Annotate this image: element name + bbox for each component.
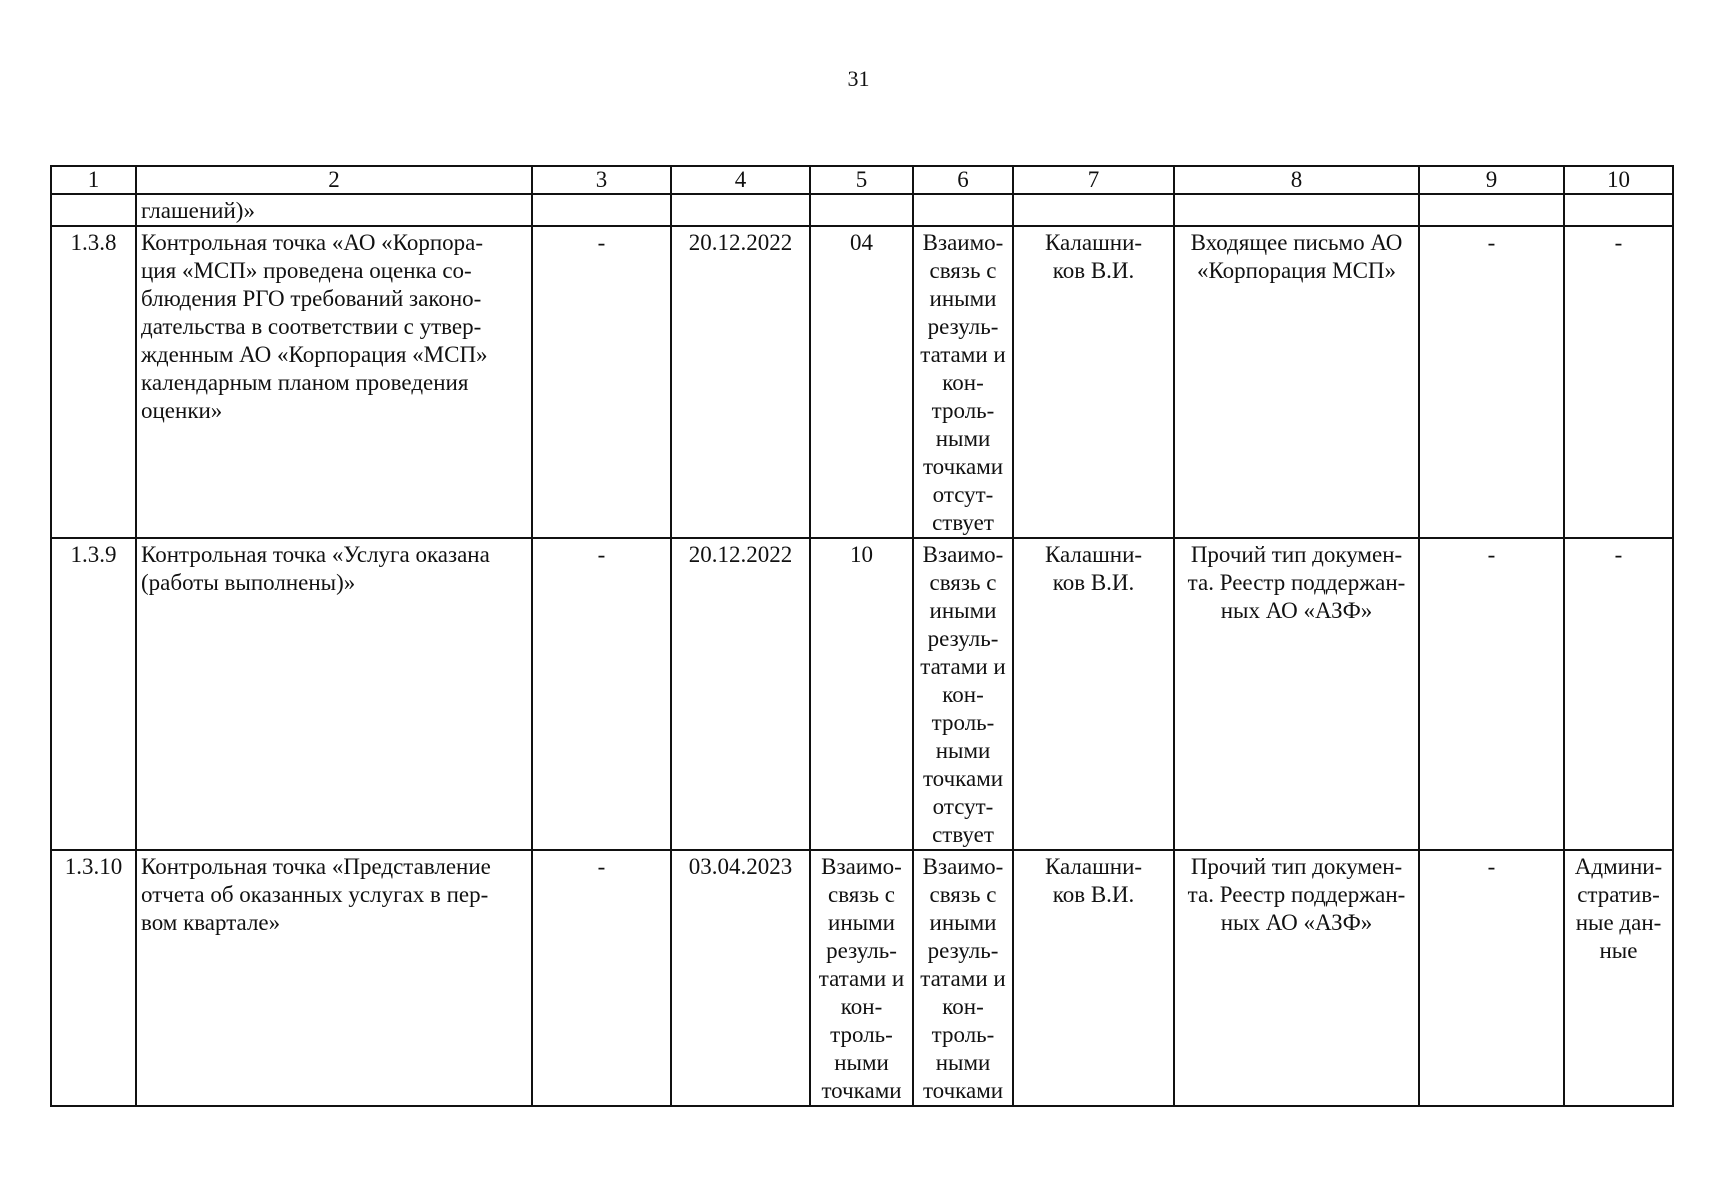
cell-document: Прочий тип докумен- та. Реестр поддержан- ных АО «АЗФ» (1174, 850, 1419, 1106)
cell-empty (51, 194, 136, 226)
cell-relation: Взаимо- связь с иными резуль- татами и кон- троль- ными точками отсут- ствует (913, 226, 1013, 538)
cell-responsible: Калашни- ков В.И. (1013, 538, 1174, 850)
header-cell: 5 (810, 166, 913, 194)
cell-description: Контрольная точка «АО «Корпора- ция «МСП» проведена оценка со- блюдения РГО требований законо- дательства в соответствии с утвер- жденным АО «Корпорация «МСП» календарным планом проведения оценки» (136, 226, 532, 538)
cell-col10: - (1564, 538, 1673, 850)
cell-col10: Админи- стратив- ные дан- ные (1564, 850, 1673, 1106)
table-header-row (51, 166, 1673, 194)
table-row (51, 850, 1673, 1106)
cell-col10: - (1564, 226, 1673, 538)
header-cell: 10 (1564, 166, 1673, 194)
cell-col9: - (1419, 538, 1564, 850)
header-cell: 1 (51, 166, 136, 194)
cell-col5: 04 (810, 226, 913, 538)
page-number: 31 (847, 66, 870, 91)
cell-responsible: Калашни- ков В.И. (1013, 850, 1174, 1106)
header-cell: 6 (913, 166, 1013, 194)
header-cell: 2 (136, 166, 532, 194)
cell-empty (532, 194, 671, 226)
header-cell: 7 (1013, 166, 1174, 194)
cell-empty (1564, 194, 1673, 226)
cell-description: Контрольная точка «Представление отчета об оказанных услугах в пер- вом квартале» (136, 850, 532, 1106)
cell-date: 03.04.2023 (671, 850, 810, 1106)
table-row (51, 538, 1673, 850)
cell-description: Контрольная точка «Услуга оказана (работы выполнены)» (136, 538, 532, 850)
cell-id: 1.3.9 (51, 538, 136, 850)
header-cell: 8 (1174, 166, 1419, 194)
header-cell: 3 (532, 166, 671, 194)
plan-table (50, 165, 1674, 1107)
cell-col9: - (1419, 850, 1564, 1106)
cell-col3: - (532, 226, 671, 538)
cell-date: 20.12.2022 (671, 226, 810, 538)
cell-col9: - (1419, 226, 1564, 538)
cell-empty (913, 194, 1013, 226)
cell-relation: Взаимо- связь с иными резуль- татами и кон- троль- ными точками отсут- ствует (913, 538, 1013, 850)
cell-col3: - (532, 538, 671, 850)
cell-description-continued: глашений)» (136, 194, 532, 226)
cell-id: 1.3.10 (51, 850, 136, 1106)
cell-document: Входящее письмо АО «Корпорация МСП» (1174, 226, 1419, 538)
cell-col3: - (532, 850, 671, 1106)
cell-responsible: Калашни- ков В.И. (1013, 226, 1174, 538)
header-cell: 9 (1419, 166, 1564, 194)
cell-empty (1174, 194, 1419, 226)
cell-col5: Взаимо- связь с иными резуль- татами и кон- троль- ными точками (810, 850, 913, 1106)
cell-empty (671, 194, 810, 226)
table-row (51, 226, 1673, 538)
cell-relation: Взаимо- связь с иными резуль- татами и кон- троль- ными точками (913, 850, 1013, 1106)
cell-empty (1419, 194, 1564, 226)
header-cell: 4 (671, 166, 810, 194)
cell-empty (810, 194, 913, 226)
cell-id: 1.3.8 (51, 226, 136, 538)
cell-col5: 10 (810, 538, 913, 850)
cell-empty (1013, 194, 1174, 226)
cell-date: 20.12.2022 (671, 538, 810, 850)
table-row-continued (51, 194, 1673, 226)
cell-document: Прочий тип докумен- та. Реестр поддержан- ных АО «АЗФ» (1174, 538, 1419, 850)
